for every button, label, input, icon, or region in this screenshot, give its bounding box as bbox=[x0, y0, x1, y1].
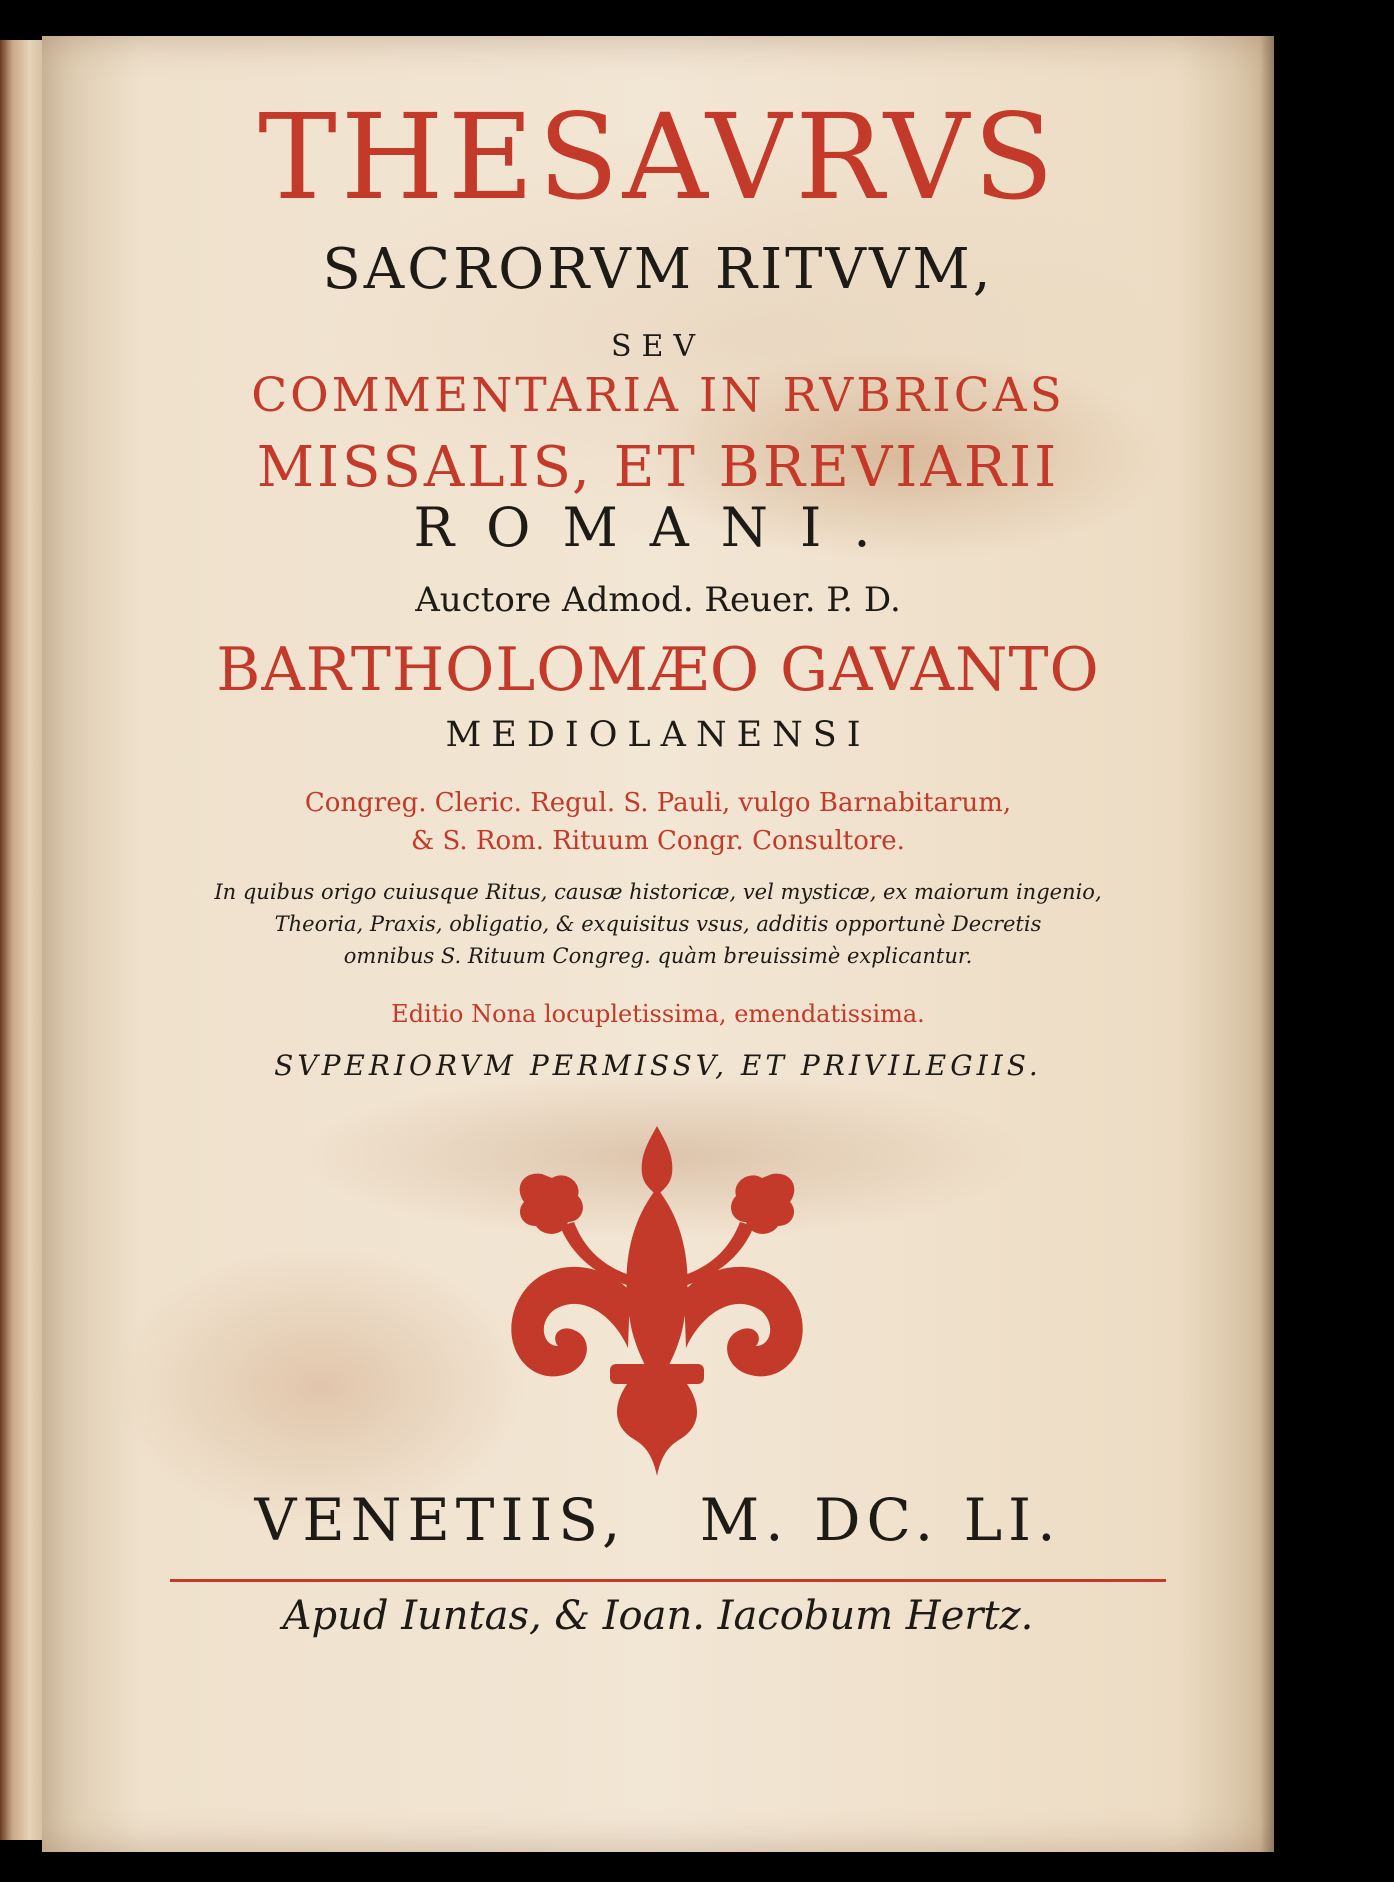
page-edge-shadow bbox=[1260, 36, 1274, 1852]
title-page bbox=[42, 36, 1274, 1852]
author-name: BARTHOLOMÆO GAVANTO bbox=[216, 635, 1100, 705]
conjunction-line: SEV bbox=[610, 329, 706, 364]
edition-line: Editio Nona locupletissima, emendatissima. bbox=[391, 1000, 925, 1028]
imprint-place-date: VENETIIS, M. DC. LI. bbox=[254, 1486, 1062, 1554]
permission-line: SVPERIORVM PERMISSV, ET PRIVILEGIIS. bbox=[274, 1049, 1042, 1082]
book-spine-edge bbox=[0, 40, 42, 1840]
printer-line: Apud Iuntas, & Ioan. Iacobum Hertz. bbox=[282, 1593, 1034, 1639]
auctore-line: Auctore Admod. Reuer. P. D. bbox=[415, 580, 901, 620]
commentaria-line: COMMENTARIA IN RVBRICAS bbox=[251, 368, 1065, 423]
imprint-rule bbox=[170, 1579, 1166, 1582]
fleur-de-lis-icon bbox=[502, 1126, 812, 1476]
missalis-line: MISSALIS, ET BREVIARII bbox=[256, 435, 1060, 500]
congregation-line: Congreg. Cleric. Regul. S. Pauli, vulgo Barnabitarum, bbox=[304, 788, 1012, 818]
description-line-2: Theoria, Praxis, obligatio, & exquisitus vsus, additis opportunè Decretis bbox=[274, 912, 1042, 936]
consultore-line: & S. Rom. Rituum Congr. Consultore. bbox=[411, 826, 905, 856]
romani-line: ROMANI. bbox=[413, 496, 903, 559]
description-line-1: In quibus origo cuiusque Ritus, causæ historicæ, vel mysticæ, ex maiorum ingenio, bbox=[214, 880, 1102, 904]
author-origin: MEDIOLANENSI bbox=[445, 715, 871, 755]
description-line-3: omnibus S. Rituum Congreg. quàm breuissimè explicantur. bbox=[343, 944, 973, 968]
subtitle-line: SACRORVM RITVVM, bbox=[322, 237, 994, 302]
main-title: THESAVRVS bbox=[258, 88, 1058, 226]
